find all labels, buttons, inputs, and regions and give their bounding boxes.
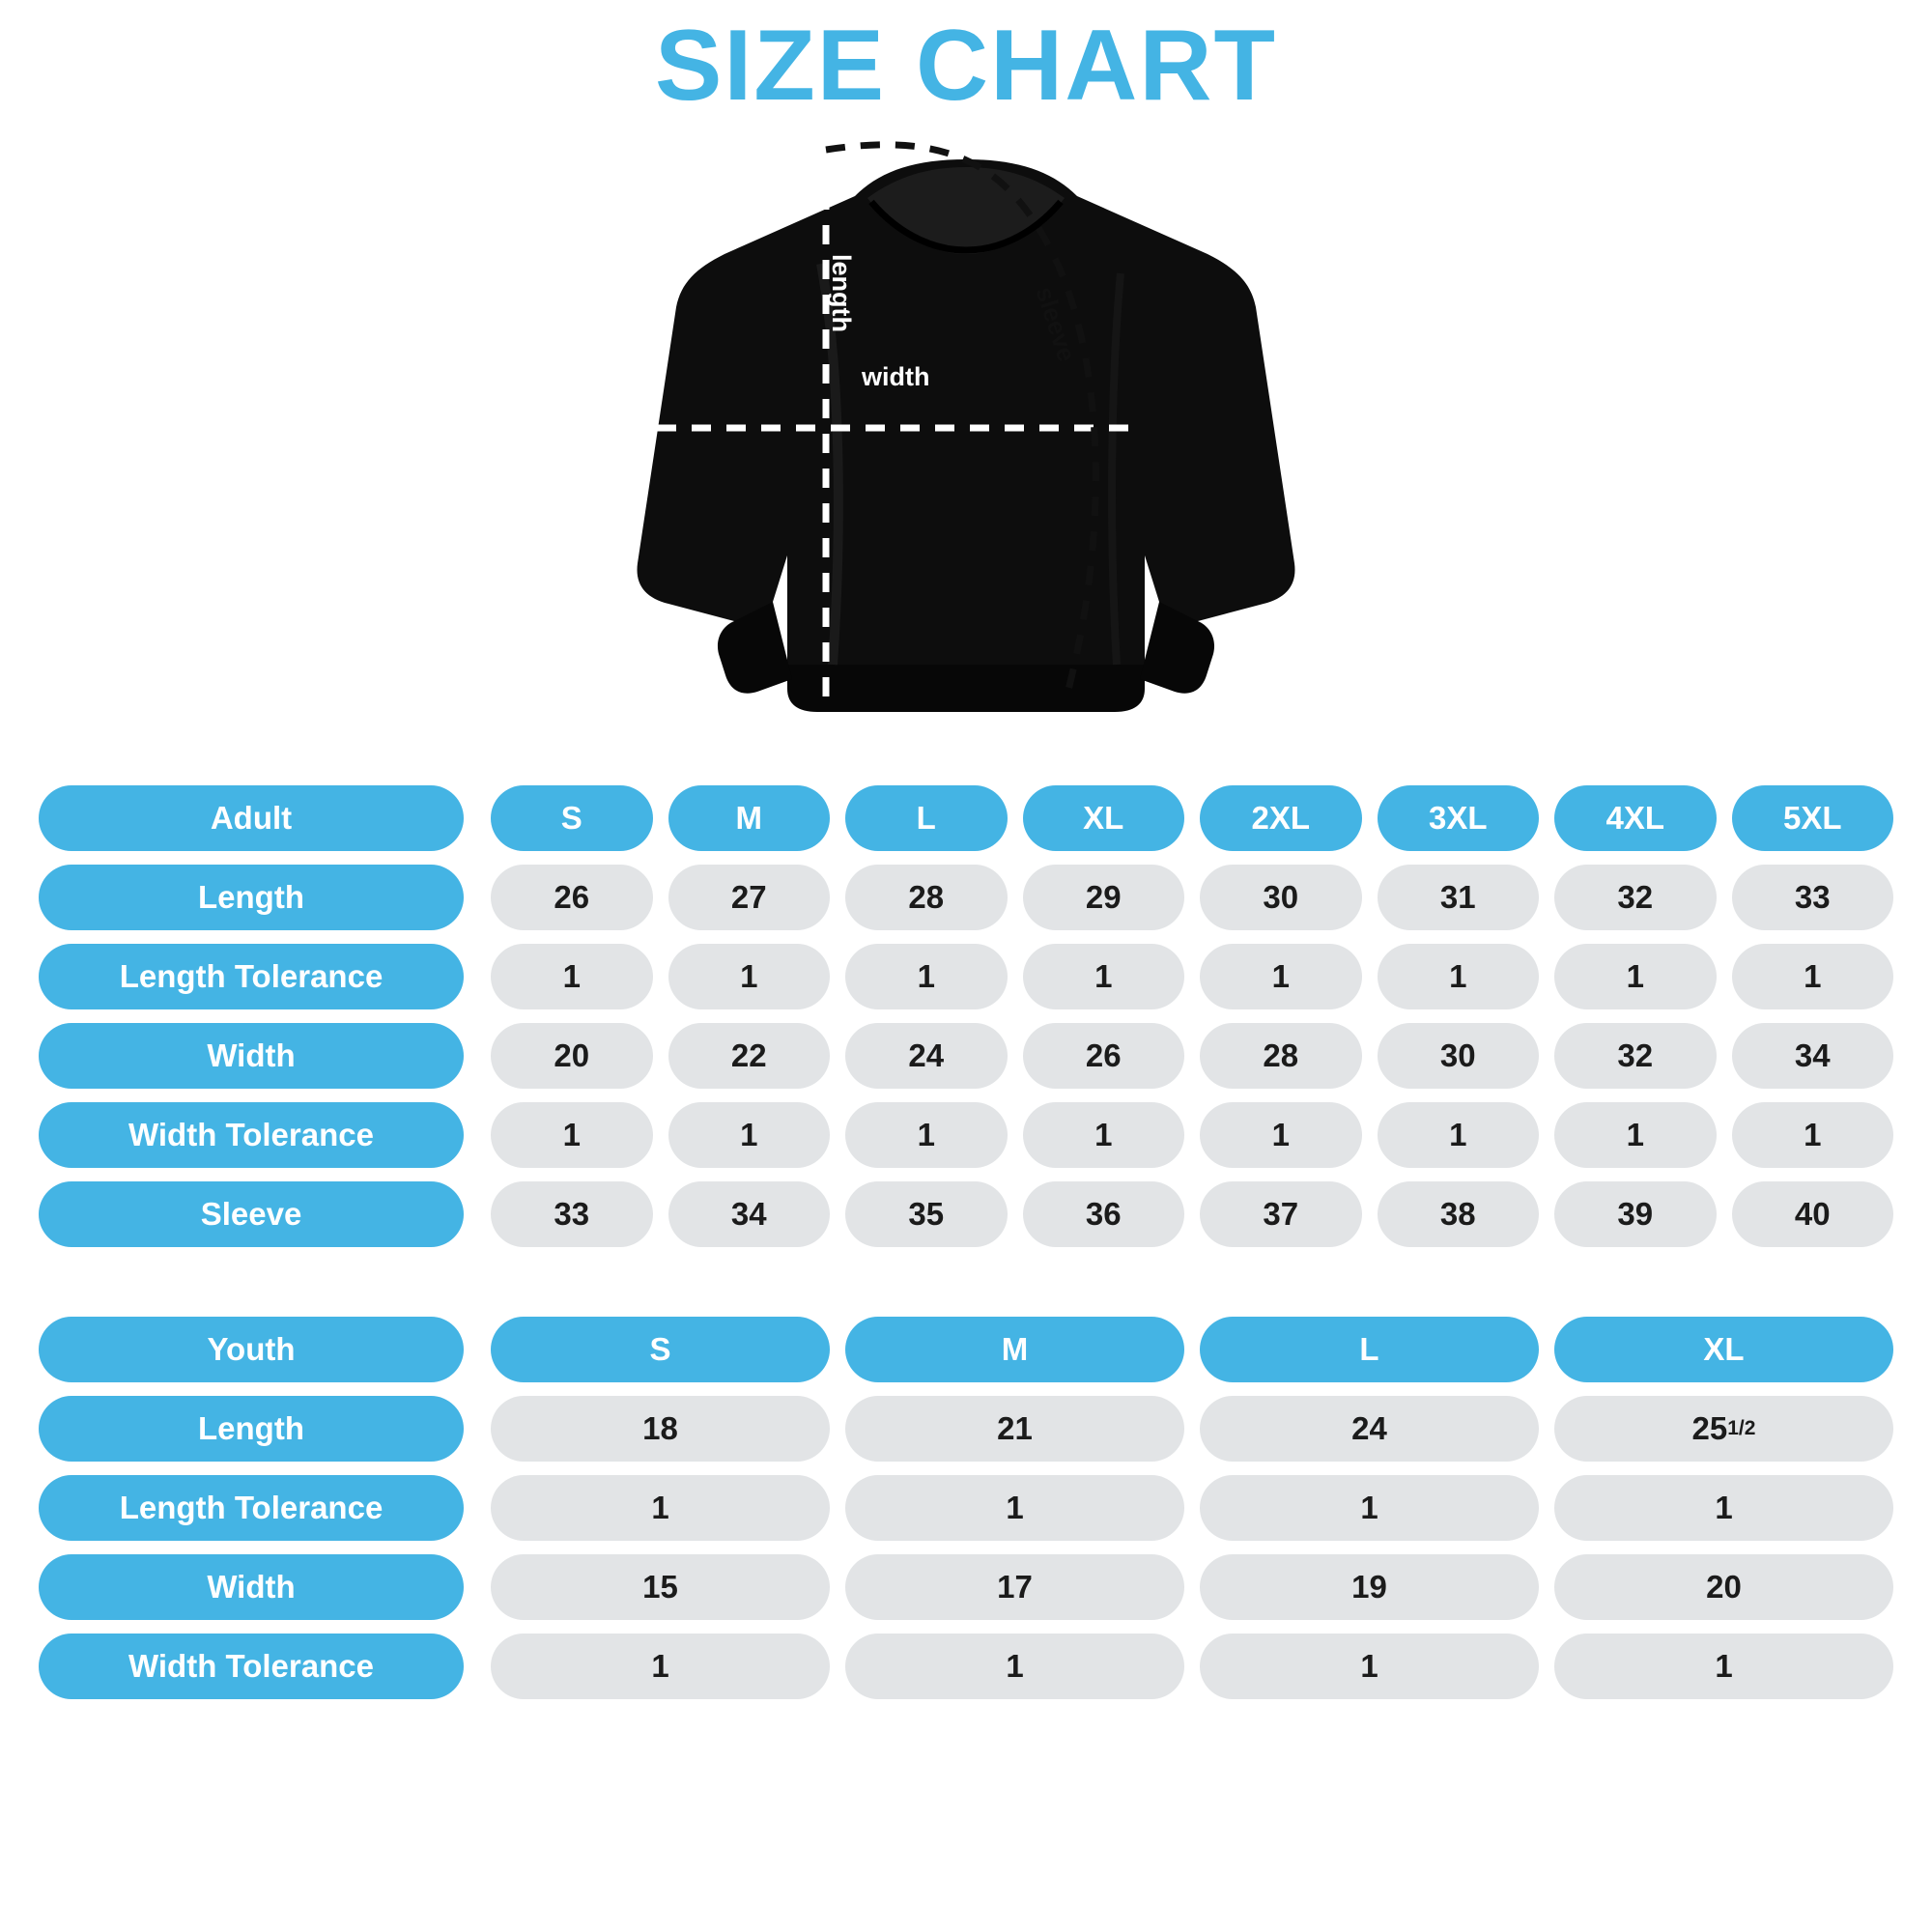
adult-size-col-m: M (668, 785, 831, 851)
cell-sleeve-2xl: 37 (1200, 1181, 1362, 1247)
cell-width-2xl: 28 (1200, 1023, 1362, 1089)
row-label-width: Width (39, 1023, 464, 1089)
cell-length-tol-3xl: 1 (1378, 944, 1540, 1009)
cell-length-s: 26 (491, 865, 653, 930)
youth-cell-length-xl: 25 1/2 (1554, 1396, 1893, 1462)
cell-width-5xl: 34 (1732, 1023, 1894, 1089)
cell-length-m: 27 (668, 865, 831, 930)
cell-length-tol-4xl: 1 (1554, 944, 1717, 1009)
adult-size-col-s: S (491, 785, 653, 851)
table-row (39, 1023, 1893, 1089)
garment-illustration (0, 119, 1932, 785)
sweatshirt-icon (618, 138, 1314, 776)
label-sleeve: sleeve (1030, 283, 1082, 366)
adult-header-label: Adult (39, 785, 464, 851)
cell-width-tol-xl: 1 (1023, 1102, 1185, 1168)
table-row (39, 944, 1893, 1009)
cell-sleeve-3xl: 38 (1378, 1181, 1540, 1247)
table-row (39, 865, 1893, 930)
youth-size-col-m: M (845, 1317, 1184, 1382)
cell-length-tol-s: 1 (491, 944, 653, 1009)
cell-width-tol-4xl: 1 (1554, 1102, 1717, 1168)
table-spacer (0, 1261, 1932, 1317)
cell-width-tol-s: 1 (491, 1102, 653, 1168)
youth-cell-length-s: 18 (491, 1396, 830, 1462)
cell-length-4xl: 32 (1554, 865, 1717, 930)
cell-length-3xl: 31 (1378, 865, 1540, 930)
cell-sleeve-m: 34 (668, 1181, 831, 1247)
row-label-length-tolerance: Length Tolerance (39, 944, 464, 1009)
youth-size-col-xl: XL (1554, 1317, 1893, 1382)
row-label-sleeve: Sleeve (39, 1181, 464, 1247)
youth-row-label-length-tolerance: Length Tolerance (39, 1475, 464, 1541)
adult-size-table (39, 785, 1893, 1247)
cell-length-l: 28 (845, 865, 1008, 930)
adult-size-col-2xl: 2XL (1200, 785, 1362, 851)
cell-width-m: 22 (668, 1023, 831, 1089)
cell-width-xl: 26 (1023, 1023, 1185, 1089)
youth-cell-length-tol-xl: 1 (1554, 1475, 1893, 1541)
youth-size-table (39, 1317, 1893, 1699)
cell-sleeve-s: 33 (491, 1181, 653, 1247)
cell-width-tol-5xl: 1 (1732, 1102, 1894, 1168)
adult-size-col-l: L (845, 785, 1008, 851)
youth-header-label: Youth (39, 1317, 464, 1382)
youth-cell-width-tol-xl: 1 (1554, 1634, 1893, 1699)
cell-length-tol-2xl: 1 (1200, 944, 1362, 1009)
youth-row-label-length: Length (39, 1396, 464, 1462)
cell-sleeve-5xl: 40 (1732, 1181, 1894, 1247)
table-row (39, 1102, 1893, 1168)
cell-width-tol-3xl: 1 (1378, 1102, 1540, 1168)
cell-sleeve-l: 35 (845, 1181, 1008, 1247)
table-header-row (39, 785, 1893, 851)
cell-length-5xl: 33 (1732, 865, 1894, 930)
youth-row-label-width-tolerance: Width Tolerance (39, 1634, 464, 1699)
youth-cell-width-s: 15 (491, 1554, 830, 1620)
label-length: length (827, 254, 856, 333)
youth-cell-width-l: 19 (1200, 1554, 1539, 1620)
row-label-width-tolerance: Width Tolerance (39, 1102, 464, 1168)
table-row (39, 1634, 1893, 1699)
cell-sleeve-xl: 36 (1023, 1181, 1185, 1247)
youth-cell-width-xl: 20 (1554, 1554, 1893, 1620)
youth-cell-length-tol-m: 1 (845, 1475, 1184, 1541)
adult-size-col-4xl: 4XL (1554, 785, 1717, 851)
adult-size-col-5xl: 5XL (1732, 785, 1894, 851)
youth-cell-length-tol-s: 1 (491, 1475, 830, 1541)
cell-length-tol-xl: 1 (1023, 944, 1185, 1009)
table-header-row (39, 1317, 1893, 1382)
label-width: width (862, 362, 930, 392)
youth-row-label-width: Width (39, 1554, 464, 1620)
table-row (39, 1181, 1893, 1247)
cell-width-l: 24 (845, 1023, 1008, 1089)
cell-width-s: 20 (491, 1023, 653, 1089)
cell-length-tol-l: 1 (845, 944, 1008, 1009)
cell-width-3xl: 30 (1378, 1023, 1540, 1089)
table-row (39, 1396, 1893, 1462)
youth-size-col-l: L (1200, 1317, 1539, 1382)
youth-size-col-s: S (491, 1317, 830, 1382)
row-label-length: Length (39, 865, 464, 930)
cell-length-tol-5xl: 1 (1732, 944, 1894, 1009)
cell-length-tol-m: 1 (668, 944, 831, 1009)
page-title: SIZE CHART (655, 10, 1277, 122)
youth-cell-width-m: 17 (845, 1554, 1184, 1620)
youth-cell-length-m: 21 (845, 1396, 1184, 1462)
cell-width-tol-m: 1 (668, 1102, 831, 1168)
youth-cell-length-l: 24 (1200, 1396, 1539, 1462)
youth-cell-width-tol-s: 1 (491, 1634, 830, 1699)
table-row (39, 1554, 1893, 1620)
youth-cell-width-tol-l: 1 (1200, 1634, 1539, 1699)
cell-length-2xl: 30 (1200, 865, 1362, 930)
cell-length-xl: 29 (1023, 865, 1185, 930)
cell-width-tol-l: 1 (845, 1102, 1008, 1168)
table-row (39, 1475, 1893, 1541)
youth-cell-length-tol-l: 1 (1200, 1475, 1539, 1541)
adult-size-col-xl: XL (1023, 785, 1185, 851)
adult-size-col-3xl: 3XL (1378, 785, 1540, 851)
cell-width-tol-2xl: 1 (1200, 1102, 1362, 1168)
cell-width-4xl: 32 (1554, 1023, 1717, 1089)
youth-cell-width-tol-m: 1 (845, 1634, 1184, 1699)
cell-sleeve-4xl: 39 (1554, 1181, 1717, 1247)
